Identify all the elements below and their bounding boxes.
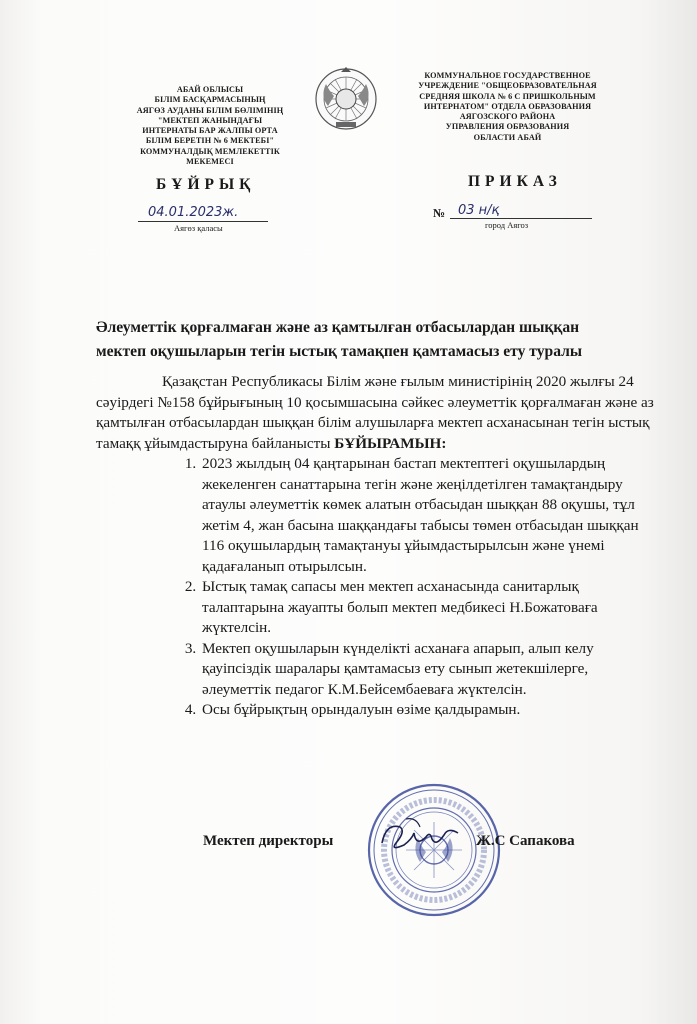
header-ru-line: СРЕДНЯЯ ШКОЛА № 6 С ПРИШКОЛЬНЫМ [419, 91, 596, 101]
header-kz-line: ИНТЕРНАТЫ БАР ЖАЛПЫ ОРТА [142, 126, 278, 136]
subject-line: мектеп оқушыларын тегін ыстық тамақпен қамтамасыз ету туралы [96, 343, 583, 360]
order-item: 4. Осы бұйрықтың орындалуын өзіме қалдырамын. [200, 700, 661, 721]
decree-word: БҰЙЫРАМЫН: [334, 434, 447, 452]
number-label: № [433, 206, 446, 220]
director-signature-scrawl [376, 813, 466, 857]
header-kz-line: АБАЙ ОБЛЫСЫ [176, 85, 244, 94]
preamble-paragraph [96, 372, 661, 454]
order-item: 3. Мектеп оқушыларын күнделікті асханаға апарып, алып келу қауіпсіздік шаралары қамтамасыз ету сынып жетекшілерге, әлеуметтік педагог К.М.Бейсембаеваға жүктелсін. [200, 639, 661, 701]
director-role: Мектеп директоры [203, 833, 334, 849]
order-item: 1. 2023 жылдың 04 қаңтарынан бастап мектептегі оқушылардың жекеленген санаттарына тегін және жеңілдетілген тамақтандыру атаулы әлеуметтік көмек алатын отбасыдан шыққан 88 оқушы, тұл жетім 4, жан басына шаққандағы табысы төмен отбасыдан шыққан 116 оқушылардың тамақтануы ұйымдастырылсын және үнемі қадағаланып отырылсын. [200, 454, 661, 577]
header-ru-line: УЧРЕЖДЕНИЕ "ОБЩЕОБРАЗОВАТЕЛЬНАЯ [418, 81, 597, 91]
header-kz-line: АЯГӨЗ АУДАНЫ БІЛІМ БӨЛІМІНІҢ [136, 105, 284, 115]
order-item: 2. Ыстық тамақ сапасы мен мектеп асханасында санитарлық талаптарына жауапты болып мектеп медбикесі Н.Божатоваға жүктелсін. [200, 577, 661, 639]
header-kz-line: МЕКЕМЕСІ [186, 157, 234, 167]
header-ru-line: КОММУНАЛЬНОЕ ГОСУДАРСТВЕННОЕ [424, 71, 591, 80]
city-kz: Аягөз қаласы [174, 223, 223, 233]
order-subject [96, 316, 656, 364]
header-kz-line: КОММУНАЛДЫҚ МЕМЛЕКЕТТІК [140, 146, 280, 156]
subject-line: Әлеуметтік қорғалмаған және аз қамтылған отбасылардан шыққан [96, 319, 580, 336]
header-kz-line: "МЕКТЕП ЖАНЫНДАҒЫ [157, 115, 263, 125]
order-body [96, 372, 661, 721]
city-ru: город Аягоз [485, 220, 529, 230]
header-ru-block [400, 71, 615, 143]
state-emblem-icon [314, 66, 378, 132]
header-ru-line: ИНТЕРНАТОМ" ОТДЕЛА ОБРАЗОВАНИЯ [423, 101, 592, 111]
header-ru-line: УПРАВЛЕНИЯ ОБРАЗОВАНИЯ [445, 122, 570, 132]
header-kz-line: БІЛІМ БЕРЕТІН № 6 МЕКТЕБІ" [145, 136, 275, 146]
order-items-list [96, 454, 661, 721]
order-title-ru: ПРИКАЗ [468, 173, 562, 190]
header-ru-line: ОБЛАСТИ АБАЙ [473, 132, 542, 142]
header-kz-block [110, 85, 310, 167]
handwritten-number: 03 н/қ [458, 203, 500, 218]
director-name: Ж.С Сапакова [476, 833, 575, 849]
preamble-text: Қазақстан Республикасы Білім және ғылым министірінің 2020 жылғы 24 сәуірдегі №158 бұйрығының 10 қосымшасына сәйкес әлеуметтік қорғалмаған және аз қамтылған отбасылардан шыққан білім алушыларға мектеп асханасынан тегін ыстық тамаққ ұйымдастыруна байланысты [96, 373, 654, 452]
handwritten-date: 04.01.2023ж. [148, 205, 239, 220]
order-title-kz: БҰЙРЫҚ [156, 176, 256, 193]
header-ru-line: АЯГОЗСКОГО РАЙОНА [459, 112, 556, 122]
header-kz-line: БІЛІМ БАСҚАРМАСЫНЫҢ [154, 95, 266, 105]
